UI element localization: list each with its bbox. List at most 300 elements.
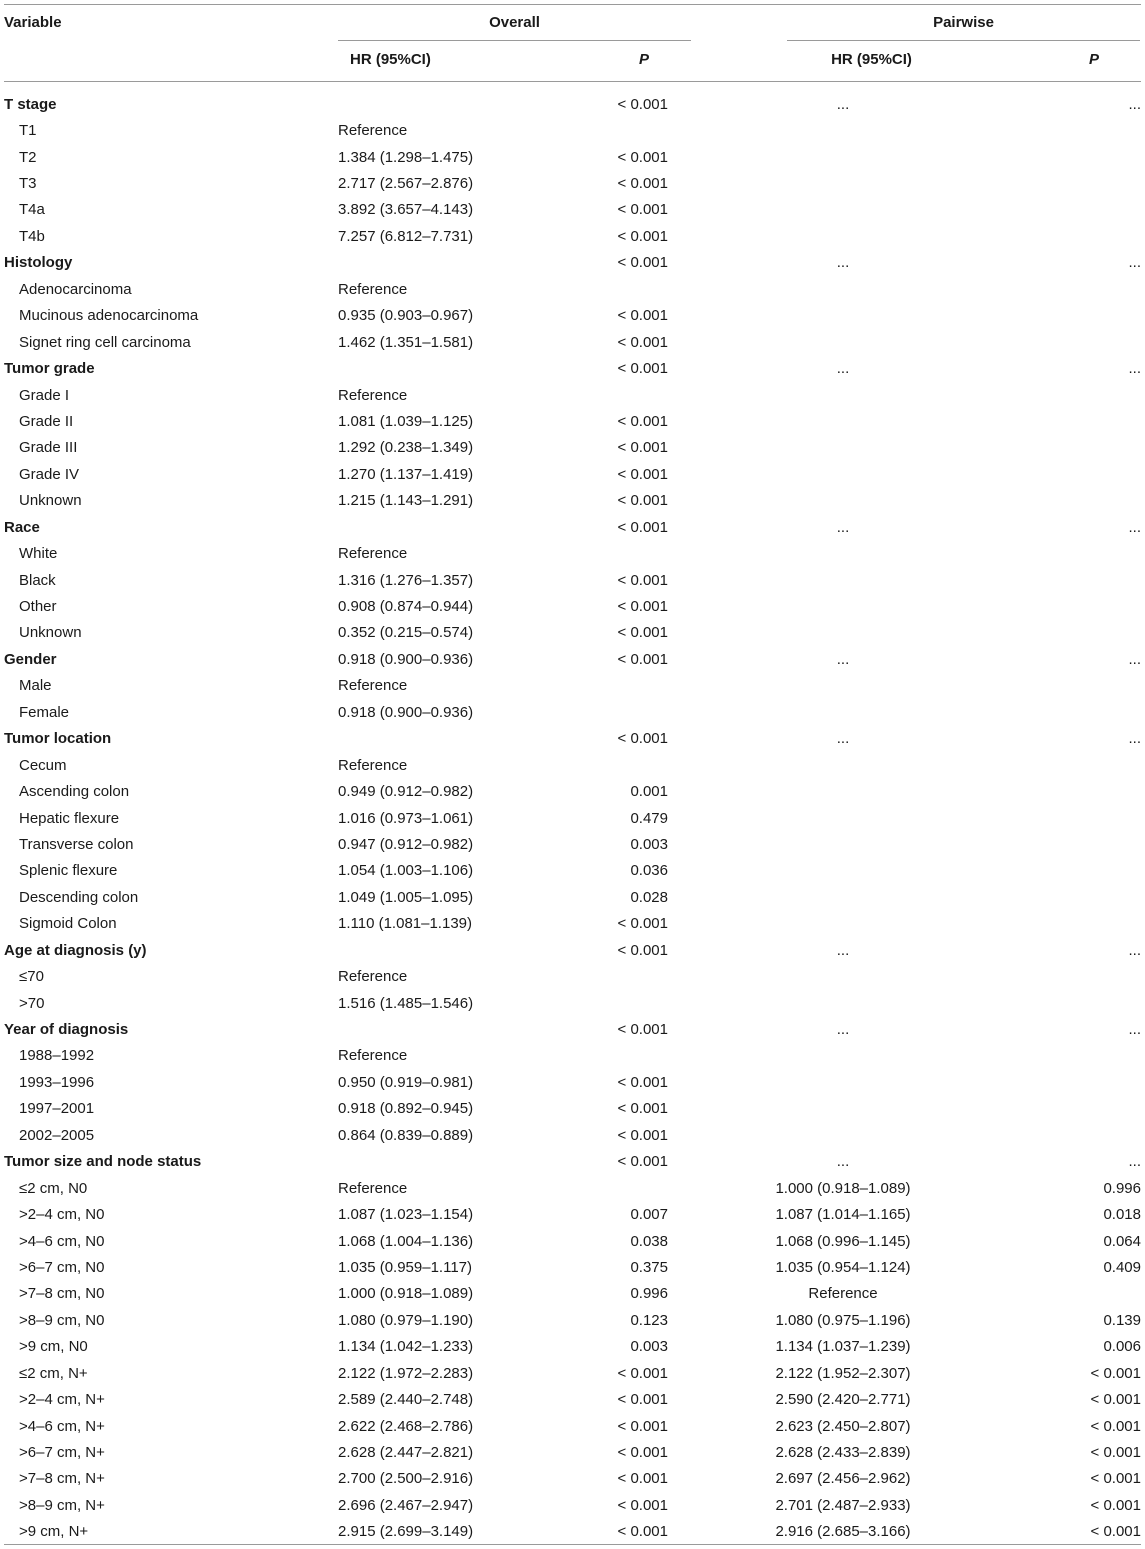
overall-p-cell xyxy=(568,1175,668,1201)
pairwise-hr-cell xyxy=(668,1096,1018,1122)
pairwise-p-cell xyxy=(1018,408,1141,434)
overall-p-cell: 0.038 xyxy=(630,1232,668,1250)
table-top-rule xyxy=(4,4,1141,5)
pairwise-hr-cell: ... xyxy=(836,941,850,959)
variable-cell: >70 xyxy=(19,994,45,1012)
pairwise-p-cell xyxy=(1018,1122,1141,1148)
overall-p-cell xyxy=(568,990,668,1016)
pairwise-hr-cell xyxy=(668,990,1018,1016)
pairwise-hr-cell xyxy=(668,488,1018,514)
overall-hr-cell: 1.270 (1.137–1.419) xyxy=(338,465,474,483)
overall-hr-cell: 1.035 (0.959–1.117) xyxy=(338,1258,472,1276)
overall-hr-cell: 1.462 (1.351–1.581) xyxy=(338,333,474,351)
pairwise-p-cell: ... xyxy=(1128,254,1141,272)
pairwise-p-cell: ... xyxy=(1128,1153,1141,1171)
table-row xyxy=(4,963,1141,989)
pairwise-hr-cell xyxy=(668,223,1018,249)
overall-p-cell: 0.375 xyxy=(630,1258,668,1276)
pairwise-p-cell xyxy=(1018,990,1141,1016)
pairwise-hr-cell xyxy=(668,303,1018,329)
pairwise-hr-cell xyxy=(668,858,1018,884)
overall-p-cell xyxy=(568,963,668,989)
table-row xyxy=(4,1281,1141,1307)
overall-hr-cell: 1.080 (0.979–1.190) xyxy=(338,1311,474,1329)
variable-cell: Unknown xyxy=(19,624,82,642)
pairwise-p-cell: ... xyxy=(1128,941,1141,959)
pairwise-p-cell: 0.409 xyxy=(1103,1258,1141,1276)
variable-cell: >7–8 cm, N+ xyxy=(19,1470,105,1488)
pairwise-p-cell: < 0.001 xyxy=(1090,1496,1141,1514)
variable-cell: Signet ring cell carcinoma xyxy=(19,333,191,351)
pairwise-hr-cell xyxy=(668,567,1018,593)
table-row xyxy=(4,593,1141,619)
pairwise-p-cell: 0.996 xyxy=(1103,1179,1141,1197)
pairwise-hr-cell xyxy=(668,752,1018,778)
overall-p-cell: 0.996 xyxy=(630,1285,668,1303)
variable-cell: T2 xyxy=(19,148,37,166)
variable-cell: Histology xyxy=(4,254,73,272)
overall-hr-cell: 7.257 (6.812–7.731) xyxy=(338,227,474,245)
table-group-row xyxy=(4,250,1141,276)
pairwise-p-cell xyxy=(1018,805,1141,831)
pairwise-hr-cell: 2.590 (2.420–2.771) xyxy=(775,1391,911,1409)
overall-p-cell: < 0.001 xyxy=(617,1444,668,1462)
table-group-row xyxy=(4,726,1141,752)
header-variable: Variable xyxy=(4,14,62,31)
overall-hr-cell: 1.054 (1.003–1.106) xyxy=(338,862,474,880)
overall-p-cell: < 0.001 xyxy=(617,518,668,536)
overall-p-cell: 0.036 xyxy=(630,862,668,880)
pairwise-hr-cell xyxy=(668,117,1018,143)
overall-p-cell: 0.028 xyxy=(630,888,668,906)
pairwise-p-cell xyxy=(1018,831,1141,857)
table-row xyxy=(4,752,1141,778)
table-row xyxy=(4,1360,1141,1386)
pairwise-p-cell xyxy=(1018,117,1141,143)
table-row xyxy=(4,673,1141,699)
overall-hr-cell: Reference xyxy=(338,280,408,298)
table-row xyxy=(4,884,1141,910)
pairwise-hr-cell: Reference xyxy=(808,1285,878,1303)
overall-hr-cell xyxy=(338,355,568,381)
variable-cell: Unknown xyxy=(19,492,82,510)
pairwise-p-cell xyxy=(1018,303,1141,329)
table-row xyxy=(4,1492,1141,1518)
table-group-row xyxy=(4,937,1141,963)
pairwise-hr-cell xyxy=(668,197,1018,223)
overall-p-cell: 0.003 xyxy=(630,1338,668,1356)
overall-p-cell: < 0.001 xyxy=(617,650,668,668)
variable-cell: ≤70 xyxy=(19,968,44,986)
pairwise-p-cell xyxy=(1018,963,1141,989)
overall-hr-cell xyxy=(338,1016,568,1042)
overall-p-cell: < 0.001 xyxy=(617,1021,668,1039)
overall-hr-cell: 1.000 (0.918–1.089) xyxy=(338,1285,474,1303)
pairwise-hr-cell: ... xyxy=(836,650,850,668)
table-bottom-rule xyxy=(4,1544,1141,1545)
pairwise-p-cell: ... xyxy=(1128,650,1141,668)
variable-cell: Grade III xyxy=(19,439,78,457)
header-overall: Overall xyxy=(489,14,540,31)
pairwise-hr-cell: 1.068 (0.996–1.145) xyxy=(775,1232,911,1250)
overall-hr-cell: Reference xyxy=(338,968,408,986)
table-group-row xyxy=(4,1149,1141,1175)
table-row xyxy=(4,1439,1141,1465)
pairwise-hr-cell: 1.080 (0.975–1.196) xyxy=(775,1311,911,1329)
table-row xyxy=(4,223,1141,249)
overall-hr-cell: Reference xyxy=(338,1047,408,1065)
pairwise-hr-cell: 1.134 (1.037–1.239) xyxy=(775,1338,911,1356)
overall-p-cell: < 0.001 xyxy=(617,307,668,325)
pairwise-hr-cell xyxy=(668,1043,1018,1069)
pairwise-hr-cell xyxy=(668,831,1018,857)
pairwise-hr-cell: 2.697 (2.456–2.962) xyxy=(775,1470,911,1488)
overall-p-cell: < 0.001 xyxy=(617,412,668,430)
pairwise-hr-cell xyxy=(668,884,1018,910)
pairwise-p-cell: ... xyxy=(1128,518,1141,536)
table-row xyxy=(4,1201,1141,1227)
overall-hr-cell xyxy=(338,250,568,276)
table-row xyxy=(4,1096,1141,1122)
pairwise-hr-cell xyxy=(668,911,1018,937)
pairwise-hr-cell xyxy=(668,408,1018,434)
pairwise-hr-cell xyxy=(668,805,1018,831)
pairwise-p-cell xyxy=(1018,567,1141,593)
table-row xyxy=(4,805,1141,831)
pairwise-hr-cell xyxy=(668,540,1018,566)
pairwise-hr-cell xyxy=(668,435,1018,461)
overall-p-cell: 0.003 xyxy=(630,835,668,853)
overall-hr-cell: 1.316 (1.276–1.357) xyxy=(338,571,474,589)
overall-hr-cell: 0.935 (0.903–0.967) xyxy=(338,307,474,325)
variable-cell: >4–6 cm, N0 xyxy=(19,1232,105,1250)
pairwise-p-cell xyxy=(1018,620,1141,646)
table-row xyxy=(4,1069,1141,1095)
overall-hr-cell: 1.049 (1.005–1.095) xyxy=(338,888,474,906)
overall-hr-cell: 2.915 (2.699–3.149) xyxy=(338,1523,474,1541)
table-row xyxy=(4,117,1141,143)
pairwise-p-cell xyxy=(1018,1096,1141,1122)
overall-p-cell: 0.007 xyxy=(630,1206,668,1224)
overall-p-cell: < 0.001 xyxy=(617,1496,668,1514)
overall-p-cell: < 0.001 xyxy=(617,201,668,219)
overall-p-cell: 0.479 xyxy=(630,809,668,827)
table-body xyxy=(4,91,1141,1545)
variable-cell: >9 cm, N0 xyxy=(19,1338,88,1356)
pairwise-p-cell xyxy=(1018,778,1141,804)
variable-cell: Tumor grade xyxy=(4,360,95,378)
pairwise-hr-cell: 1.087 (1.014–1.165) xyxy=(775,1206,911,1224)
overall-p-cell: < 0.001 xyxy=(617,148,668,166)
table-row xyxy=(4,1175,1141,1201)
overall-hr-cell: Reference xyxy=(338,1179,408,1197)
pairwise-p-cell: < 0.001 xyxy=(1090,1444,1141,1462)
pairwise-p-cell xyxy=(1018,461,1141,487)
overall-p-cell: < 0.001 xyxy=(617,1364,668,1382)
table-row xyxy=(4,1122,1141,1148)
pairwise-hr-cell: 2.623 (2.450–2.807) xyxy=(775,1417,911,1435)
pairwise-p-cell: < 0.001 xyxy=(1090,1364,1141,1382)
variable-cell: Black xyxy=(19,571,56,589)
variable-cell: >6–7 cm, N0 xyxy=(19,1258,105,1276)
overall-p-cell: < 0.001 xyxy=(617,360,668,378)
table-row xyxy=(4,699,1141,725)
table-row xyxy=(4,144,1141,170)
overall-p-cell xyxy=(568,752,668,778)
variable-cell: Tumor size and node status xyxy=(4,1153,202,1171)
pairwise-p-cell: ... xyxy=(1128,95,1141,113)
pairwise-p-cell xyxy=(1018,223,1141,249)
overall-p-cell xyxy=(568,699,668,725)
pairwise-hr-cell: 2.628 (2.433–2.839) xyxy=(775,1444,911,1462)
pairwise-p-cell xyxy=(1018,699,1141,725)
overall-hr-cell: 1.292 (0.238–1.349) xyxy=(338,439,474,457)
table-row xyxy=(4,567,1141,593)
variable-cell: Year of diagnosis xyxy=(4,1021,129,1039)
variable-cell: >4–6 cm, N+ xyxy=(19,1417,105,1435)
overall-p-cell xyxy=(568,117,668,143)
overall-hr-cell: 0.949 (0.912–0.982) xyxy=(338,783,474,801)
overall-hr-cell: 2.696 (2.467–2.947) xyxy=(338,1496,474,1514)
overall-hr-cell: 2.717 (2.567–2.876) xyxy=(338,175,474,193)
pairwise-p-cell: 0.006 xyxy=(1103,1338,1141,1356)
variable-cell: White xyxy=(19,545,58,563)
overall-p-cell: 0.123 xyxy=(630,1311,668,1329)
variable-cell: Grade II xyxy=(19,412,74,430)
overall-p-cell: < 0.001 xyxy=(617,1126,668,1144)
overall-p-cell: < 0.001 xyxy=(617,941,668,959)
pairwise-hr-cell: ... xyxy=(836,254,850,272)
overall-p-cell: < 0.001 xyxy=(617,915,668,933)
overall-hr-cell: 1.384 (1.298–1.475) xyxy=(338,148,474,166)
header-pairwise-hr: HR (95%CI) xyxy=(831,51,912,68)
table-row xyxy=(4,1519,1141,1545)
table-row xyxy=(4,408,1141,434)
pairwise-p-cell: ... xyxy=(1128,360,1141,378)
table-row xyxy=(4,1043,1141,1069)
table-group-row xyxy=(4,91,1141,117)
table-row xyxy=(4,329,1141,355)
overall-hr-cell: 2.122 (1.972–2.283) xyxy=(338,1364,474,1382)
pairwise-p-cell: < 0.001 xyxy=(1090,1391,1141,1409)
pairwise-hr-cell xyxy=(668,1069,1018,1095)
overall-hr-cell: 0.864 (0.839–0.889) xyxy=(338,1126,474,1144)
overall-p-cell: < 0.001 xyxy=(617,598,668,616)
overall-p-cell: < 0.001 xyxy=(617,1100,668,1118)
table-group-row xyxy=(4,1016,1141,1042)
overall-p-cell: < 0.001 xyxy=(617,492,668,510)
variable-cell: 1997–2001 xyxy=(19,1100,95,1118)
pairwise-p-cell xyxy=(1018,197,1141,223)
table-row xyxy=(4,540,1141,566)
variable-cell: Age at diagnosis (y) xyxy=(4,941,147,959)
pairwise-group-rule xyxy=(787,40,1140,41)
pairwise-hr-cell xyxy=(668,1122,1018,1148)
variable-cell: Male xyxy=(19,677,52,695)
overall-hr-cell: 2.700 (2.500–2.916) xyxy=(338,1470,474,1488)
pairwise-p-cell xyxy=(1018,673,1141,699)
variable-cell: Grade IV xyxy=(19,465,80,483)
pairwise-hr-cell: ... xyxy=(836,1153,850,1171)
variable-cell: 1993–1996 xyxy=(19,1073,95,1091)
variable-cell: >2–4 cm, N+ xyxy=(19,1391,105,1409)
overall-hr-cell: Reference xyxy=(338,677,408,695)
overall-hr-cell xyxy=(338,1149,568,1175)
table-row xyxy=(4,382,1141,408)
pairwise-p-cell xyxy=(1018,170,1141,196)
pairwise-p-cell xyxy=(1018,1281,1141,1307)
table-row xyxy=(4,911,1141,937)
variable-cell: T1 xyxy=(19,122,37,140)
overall-hr-cell: Reference xyxy=(338,756,408,774)
pairwise-p-cell xyxy=(1018,911,1141,937)
pairwise-p-cell xyxy=(1018,752,1141,778)
pairwise-hr-cell: 1.035 (0.954–1.124) xyxy=(775,1258,911,1276)
pairwise-hr-cell xyxy=(668,778,1018,804)
overall-p-cell xyxy=(568,1043,668,1069)
overall-p-cell: < 0.001 xyxy=(617,1153,668,1171)
overall-hr-cell: 0.908 (0.874–0.944) xyxy=(338,598,474,616)
table-row xyxy=(4,1307,1141,1333)
variable-cell: Race xyxy=(4,518,40,536)
overall-p-cell: < 0.001 xyxy=(617,730,668,748)
overall-p-cell: < 0.001 xyxy=(617,439,668,457)
overall-hr-cell: 0.352 (0.215–0.574) xyxy=(338,624,474,642)
overall-p-cell xyxy=(568,276,668,302)
variable-cell: >2–4 cm, N0 xyxy=(19,1206,105,1224)
pairwise-hr-cell: 1.000 (0.918–1.089) xyxy=(775,1179,911,1197)
pairwise-hr-cell xyxy=(668,170,1018,196)
pairwise-hr-cell: ... xyxy=(836,95,850,113)
table-row xyxy=(4,435,1141,461)
pairwise-p-cell: ... xyxy=(1128,1021,1141,1039)
pairwise-p-cell xyxy=(1018,593,1141,619)
overall-hr-cell: 1.215 (1.143–1.291) xyxy=(338,492,474,510)
variable-cell: Female xyxy=(19,703,70,721)
pairwise-p-cell: 0.018 xyxy=(1103,1206,1141,1224)
variable-cell: Tumor location xyxy=(4,730,112,748)
table-group-row xyxy=(4,355,1141,381)
overall-hr-cell xyxy=(338,514,568,540)
pairwise-hr-cell xyxy=(668,144,1018,170)
pairwise-p-cell xyxy=(1018,540,1141,566)
overall-p-cell: < 0.001 xyxy=(617,465,668,483)
overall-hr-cell: 2.589 (2.440–2.748) xyxy=(338,1391,474,1409)
variable-cell: 2002–2005 xyxy=(19,1126,95,1144)
header-overall-hr: HR (95%CI) xyxy=(350,51,431,68)
pairwise-p-cell: < 0.001 xyxy=(1090,1523,1141,1541)
variable-cell: Grade I xyxy=(19,386,70,404)
overall-group-rule xyxy=(338,40,691,41)
variable-cell: >9 cm, N+ xyxy=(19,1523,89,1541)
overall-p-cell: < 0.001 xyxy=(617,333,668,351)
table-row xyxy=(4,990,1141,1016)
variable-cell: T4b xyxy=(19,227,45,245)
table-row xyxy=(4,197,1141,223)
table-row xyxy=(4,1228,1141,1254)
variable-cell: Hepatic flexure xyxy=(19,809,120,827)
pairwise-hr-cell xyxy=(668,963,1018,989)
header-bottom-rule xyxy=(4,81,1141,82)
table-row xyxy=(4,1466,1141,1492)
overall-hr-cell: 0.918 (0.892–0.945) xyxy=(338,1100,474,1118)
variable-cell: T4a xyxy=(19,201,45,219)
overall-hr-cell: 3.892 (3.657–4.143) xyxy=(338,201,474,219)
table-row xyxy=(4,303,1141,329)
overall-p-cell: < 0.001 xyxy=(617,1523,668,1541)
overall-hr-cell: 0.947 (0.912–0.982) xyxy=(338,835,474,853)
table-row xyxy=(4,620,1141,646)
overall-hr-cell: 0.918 (0.900–0.936) xyxy=(338,650,474,668)
pairwise-hr-cell: ... xyxy=(836,518,850,536)
overall-p-cell xyxy=(568,540,668,566)
pairwise-p-cell: < 0.001 xyxy=(1090,1470,1141,1488)
table-row xyxy=(4,1254,1141,1280)
overall-hr-cell: 1.110 (1.081–1.139) xyxy=(338,915,472,933)
variable-cell: Sigmoid Colon xyxy=(19,915,117,933)
overall-hr-cell: Reference xyxy=(338,122,408,140)
variable-cell: T3 xyxy=(19,175,37,193)
overall-hr-cell: 1.134 (1.042–1.233) xyxy=(338,1338,474,1356)
pairwise-p-cell xyxy=(1018,858,1141,884)
pairwise-hr-cell xyxy=(668,593,1018,619)
pairwise-p-cell: 0.064 xyxy=(1103,1232,1141,1250)
table-row xyxy=(4,1334,1141,1360)
table-row xyxy=(4,1386,1141,1412)
pairwise-p-cell xyxy=(1018,144,1141,170)
table-row xyxy=(4,461,1141,487)
overall-p-cell: < 0.001 xyxy=(617,227,668,245)
variable-cell: Ascending colon xyxy=(19,783,130,801)
variable-cell: 1988–1992 xyxy=(19,1047,95,1065)
variable-cell: Splenic flexure xyxy=(19,862,118,880)
overall-p-cell: < 0.001 xyxy=(617,254,668,272)
variable-cell: ≤2 cm, N+ xyxy=(19,1364,88,1382)
pairwise-hr-cell xyxy=(668,382,1018,408)
pairwise-p-cell: 0.139 xyxy=(1103,1311,1141,1329)
variable-cell: Cecum xyxy=(19,756,67,774)
pairwise-hr-cell xyxy=(668,461,1018,487)
header-overall-p: P xyxy=(639,51,650,68)
overall-p-cell: < 0.001 xyxy=(617,1470,668,1488)
overall-p-cell: < 0.001 xyxy=(617,1073,668,1091)
table-row xyxy=(4,831,1141,857)
variable-cell: Other xyxy=(19,598,57,616)
overall-hr-cell: 2.622 (2.468–2.786) xyxy=(338,1417,474,1435)
variable-cell: >8–9 cm, N0 xyxy=(19,1311,105,1329)
pairwise-p-cell xyxy=(1018,435,1141,461)
pairwise-hr-cell xyxy=(668,673,1018,699)
pairwise-p-cell xyxy=(1018,1069,1141,1095)
variable-cell: Gender xyxy=(4,650,57,668)
variable-cell: ≤2 cm, N0 xyxy=(19,1179,88,1197)
table-row xyxy=(4,778,1141,804)
overall-hr-cell: 1.081 (1.039–1.125) xyxy=(338,412,474,430)
table-row xyxy=(4,1413,1141,1439)
pairwise-p-cell: ... xyxy=(1128,730,1141,748)
overall-hr-cell: 1.516 (1.485–1.546) xyxy=(338,994,474,1012)
overall-hr-cell: 2.628 (2.447–2.821) xyxy=(338,1444,474,1462)
pairwise-p-cell xyxy=(1018,276,1141,302)
variable-cell: Descending colon xyxy=(19,888,139,906)
overall-p-cell: < 0.001 xyxy=(617,175,668,193)
variable-cell: >7–8 cm, N0 xyxy=(19,1285,105,1303)
overall-p-cell: < 0.001 xyxy=(617,1417,668,1435)
pairwise-p-cell xyxy=(1018,488,1141,514)
overall-hr-cell: 1.016 (0.973–1.061) xyxy=(338,809,474,827)
pairwise-hr-cell: ... xyxy=(836,730,850,748)
variable-cell: Mucinous adenocarcinoma xyxy=(19,307,199,325)
